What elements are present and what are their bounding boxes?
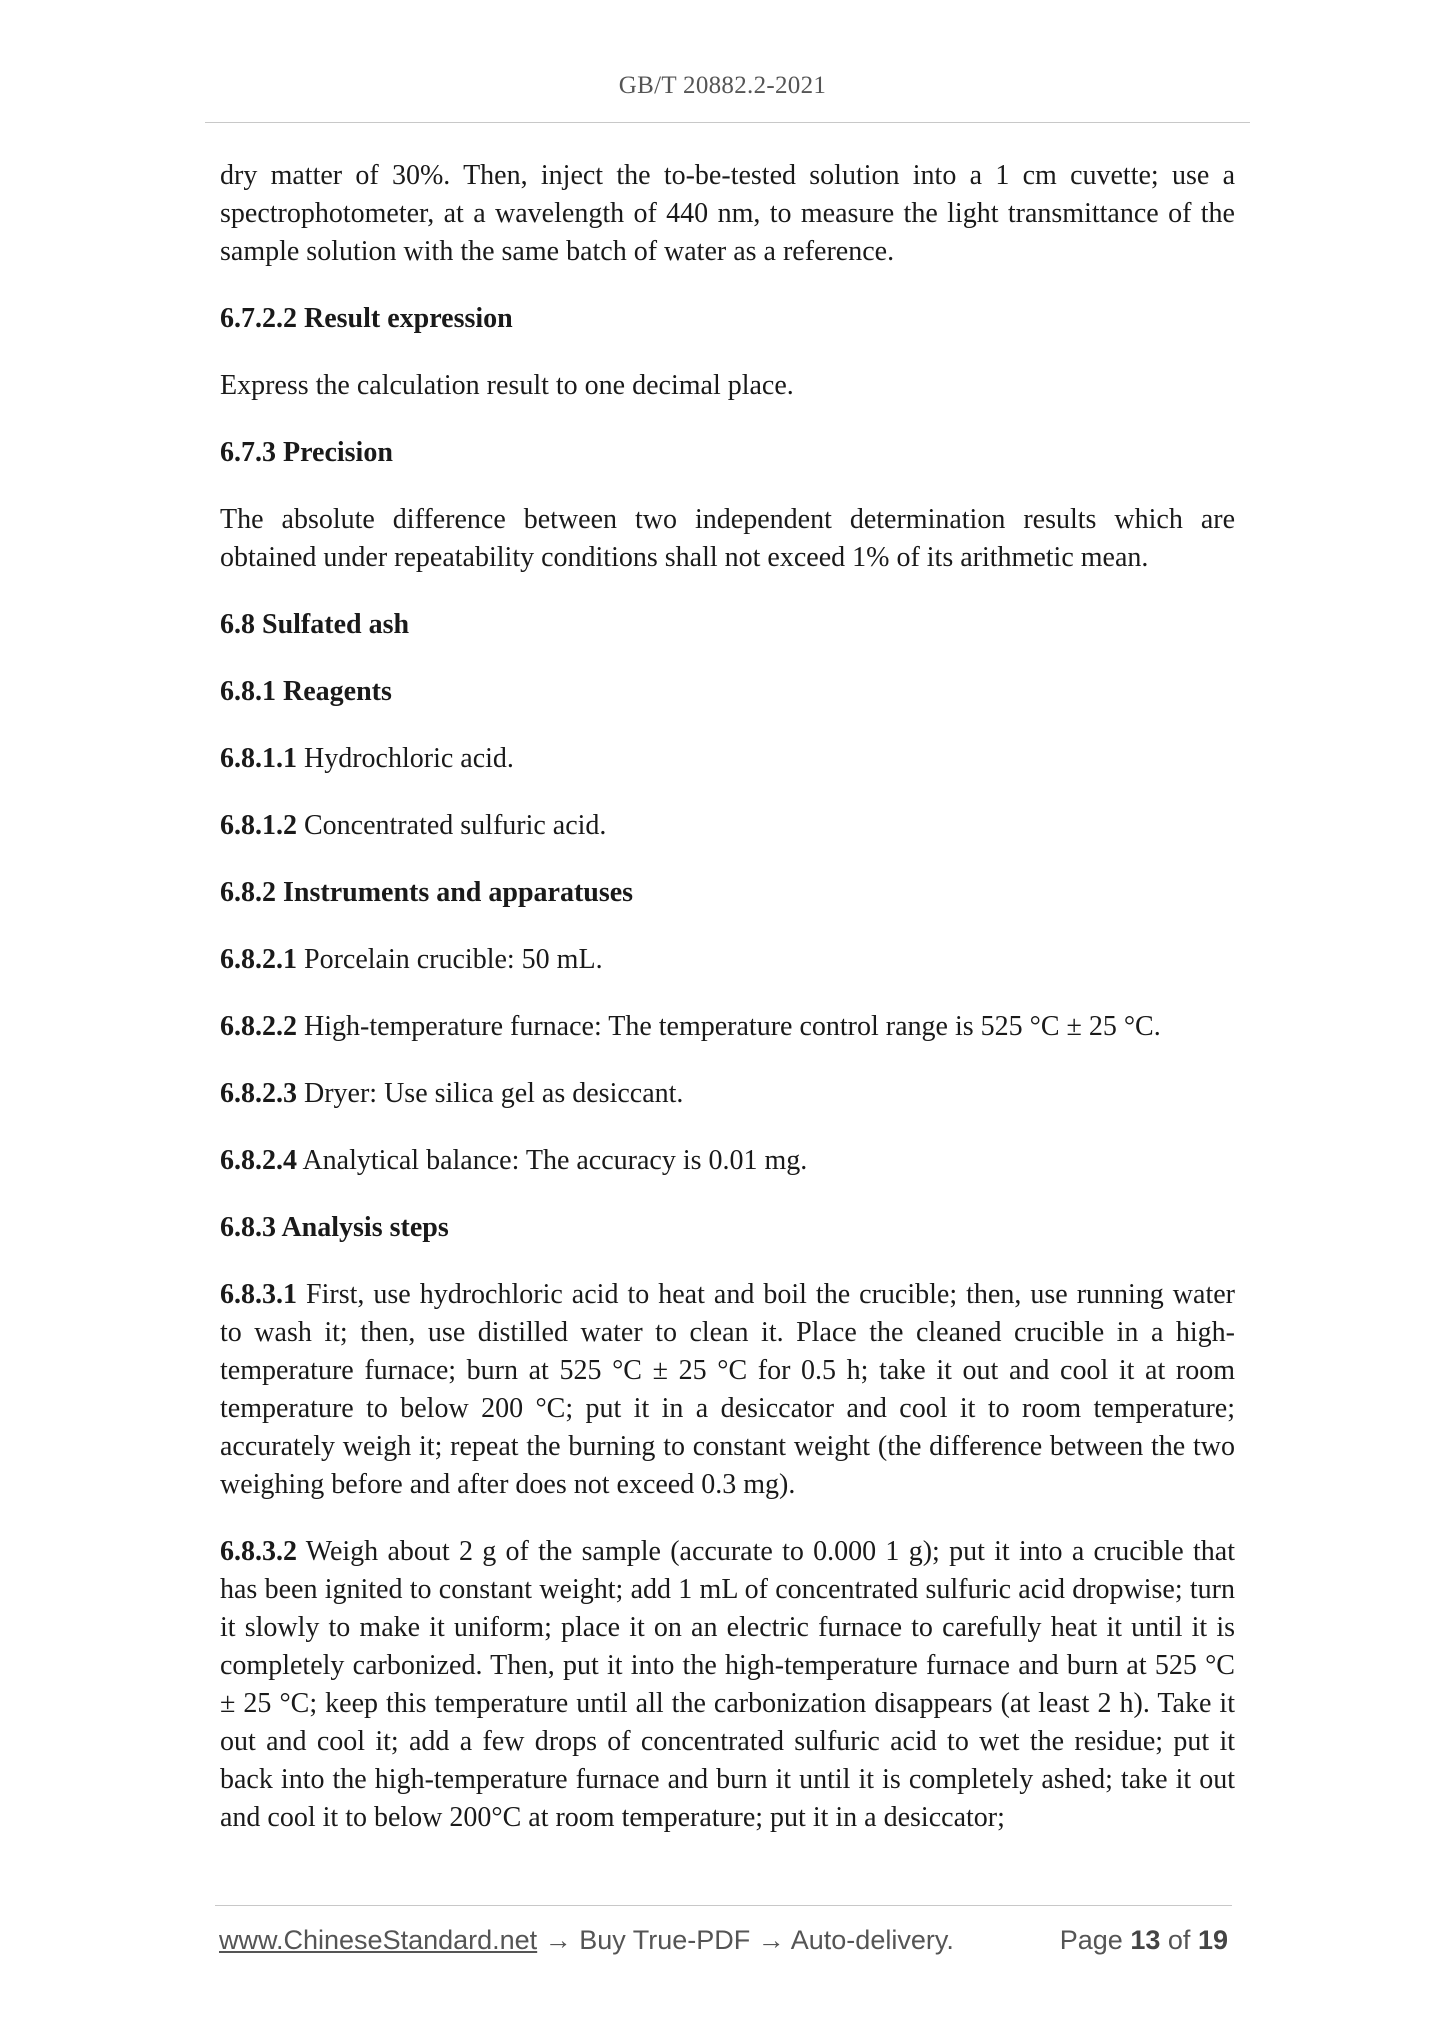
clause-number: 6.8.2.4 [220,1145,297,1176]
clause-text: First, use hydrochloric acid to heat and boil the crucible; then, use running water to wash it; then, use distilled water to clean it. Place the cleaned crucible in a high-temperature furnace; burn at 525 °C ± 25 °C for 0.5 h; take it out and cool it at room temperature to below 200 °C; put it in a desiccator and cool it to room temperature; accurately weigh it; repeat the burning to constant weight (the difference between the two weighing before and after does not exceed 0.3 mg). [220,1279,1235,1500]
clause-number: 6.8.2.2 [220,1011,297,1042]
page-header-title: GB/T 20882.2-2021 [618,72,827,99]
website-link[interactable]: www.ChineseStandard.net [219,1925,538,1955]
clause-number: 6.8.2.1 [220,944,297,975]
clause-text: Hydrochloric acid. [297,743,514,774]
clause-6-8-3-1 [220,1276,1235,1504]
clause-6-8-2-2 [220,1008,1235,1046]
of-label: of [1167,1925,1191,1955]
paragraph-6-7-3: The absolute difference between two independent determination results which are obtained under repeatability conditions shall not exceed 1% of its arithmetic mean. [220,504,1235,573]
clause-6-8-1-2 [220,807,1235,845]
clause-text: Concentrated sulfuric acid. [297,810,607,841]
clause-6-8-2-1 [220,941,1235,979]
clause-number: 6.8.3.2 [220,1536,297,1567]
clause-text: Analytical balance: The accuracy is 0.01 mg. [297,1145,808,1176]
footer-promo [219,1925,954,1956]
clause-text: High-temperature furnace: The temperature control range is 525 °C ± 25 °C. [297,1011,1161,1042]
clause-6-8-3-2 [220,1533,1235,1837]
intro-paragraph: dry matter of 30%. Then, inject the to-be-tested solution into a 1 cm cuvette; use a spectrophotometer, at a wavelength of 440 nm, to measure the light transmittance of the sample solution with the same batch of water as a reference. [220,160,1235,267]
footer-divider [215,1905,1232,1906]
paragraph-6-7-2-2: Express the calculation result to one decimal place. [220,370,794,401]
clause-6-8-1-1 [220,740,1235,778]
clause-number: 6.8.1.2 [220,810,297,841]
heading-6-7-2-2: 6.7.2.2 Result expression [220,303,513,334]
heading-6-8-3: 6.8.3 Analysis steps [220,1212,449,1243]
total-pages: 19 [1197,1925,1228,1955]
heading-6-8: 6.8 Sulfated ash [220,609,410,640]
clause-text: Dryer: Use silica gel as desiccant. [297,1078,684,1109]
clause-text: Porcelain crucible: 50 mL. [297,944,603,975]
clause-text: Weigh about 2 g of the sample (accurate to 0.000 1 g); put it into a crucible that has been ignited to constant weight; add 1 mL of concentrated sulfuric acid dropwise; turn it slowly to make it uniform; place it on an electric furnace to carefully heat it until it is completely carbonized. Then, put it into the high-temperature furnace and burn at 525 °C ± 25 °C; keep this temperature until all the carbonization disappears (at least 2 h). Take it out and cool it; add a few drops of concentrated sulfuric acid to wet the residue; put it back into the high-temperature furnace and burn it until it is completely ashed; take it out and cool it to below 200°C at room temperature; put it in a desiccator; [220,1536,1235,1833]
clause-6-8-2-4 [220,1142,1235,1180]
clause-number: 6.8.2.3 [220,1078,297,1109]
page-number [1060,1925,1228,1956]
heading-6-8-1: 6.8.1 Reagents [220,676,392,707]
heading-6-7-3: 6.7.3 Precision [220,437,393,468]
footer-buy-text: Buy True-PDF [579,1925,751,1955]
current-page: 13 [1130,1925,1161,1955]
clause-6-8-2-3 [220,1075,1235,1113]
arrow-icon: → [537,1925,580,1955]
heading-6-8-2: 6.8.2 Instruments and apparatuses [220,877,634,908]
document-body [220,157,1235,1866]
footer-delivery-text: Auto-delivery. [790,1925,954,1955]
arrow-icon: → [750,1925,791,1955]
clause-number: 6.8.1.1 [220,743,297,774]
clause-number: 6.8.3.1 [220,1279,297,1310]
header-divider [205,122,1250,123]
page-label: Page [1059,1925,1123,1955]
